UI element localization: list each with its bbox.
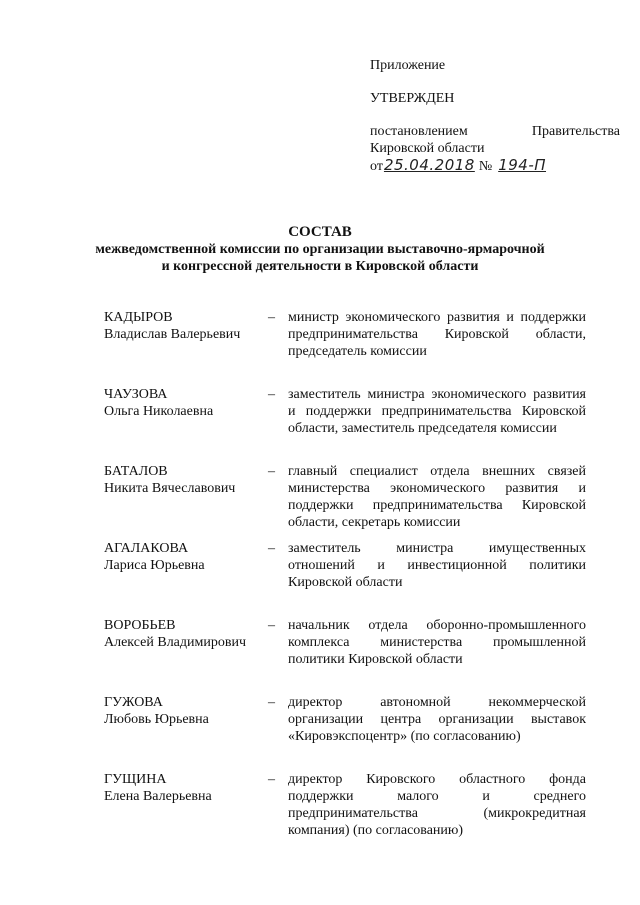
basis-word: постановлением	[370, 124, 468, 139]
handwritten-date: 25.04.2018	[383, 156, 475, 174]
member-entry	[104, 463, 588, 540]
number-sign: №	[478, 159, 493, 174]
member-given-name: Любовь Юрьевна	[104, 712, 209, 727]
member-entry	[104, 617, 588, 694]
approval-block	[370, 57, 620, 175]
member-name	[104, 617, 264, 651]
member-name	[104, 540, 264, 574]
member-surname: ГУЖОВА	[104, 695, 163, 710]
member-role: директор автономной некоммерческой организации центра организации выставок «Кировэкспоцентр» (по согласованию)	[288, 695, 586, 744]
member-surname: БАТАЛОВ	[104, 464, 168, 479]
member-dash: –	[268, 541, 275, 556]
member-entry	[104, 540, 588, 617]
document-title-block	[0, 224, 640, 275]
member-given-name: Никита Вячеславович	[104, 481, 236, 496]
date-number-line	[370, 157, 620, 175]
member-dash: –	[268, 310, 275, 325]
member-given-name: Ольга Николаевна	[104, 404, 214, 419]
member-dash: –	[268, 464, 275, 479]
document-subtitle-line-2: и конгрессной деятельности в Кировской области	[161, 259, 479, 274]
member-given-name: Владислав Валерьевич	[104, 327, 241, 342]
member-name	[104, 694, 264, 728]
member-given-name: Алексей Владимирович	[104, 635, 247, 650]
member-name	[104, 771, 264, 805]
member-role: заместитель министра имущественных отношений и инвестиционной политики Кировской области	[288, 541, 586, 590]
approved-label: УТВЕРЖДЕН	[370, 91, 455, 106]
basis-org: Правительства	[531, 124, 620, 139]
member-entry	[104, 386, 588, 463]
document-subtitle-line-1: межведомственной комиссии по организации выставочно-ярмарочной	[95, 242, 545, 257]
member-entry	[104, 771, 588, 848]
member-surname: КАДЫРОВ	[104, 310, 173, 325]
member-role: главный специалист отдела внешних связей министерства экономического развития и поддержки предпринимательства Кировской области, секретарь комиссии	[288, 464, 586, 530]
member-dash: –	[268, 387, 275, 402]
member-surname: ЧАУЗОВА	[104, 387, 168, 402]
region-label: Кировской области	[370, 141, 485, 156]
appendix-label: Приложение	[370, 58, 446, 73]
member-dash: –	[268, 772, 275, 787]
member-dash: –	[268, 695, 275, 710]
member-name	[104, 309, 264, 343]
member-given-name: Лариса Юрьевна	[104, 558, 205, 573]
member-entry	[104, 309, 588, 386]
member-surname: АГАЛАКОВА	[104, 541, 189, 556]
member-role: министр экономического развития и поддержки предпринимательства Кировской области, председатель комиссии	[288, 310, 586, 359]
member-dash: –	[268, 618, 275, 633]
member-surname: ГУЩИНА	[104, 772, 167, 787]
member-surname: ВОРОБЬЕВ	[104, 618, 176, 633]
member-name	[104, 386, 264, 420]
document-title: СОСТАВ	[288, 224, 352, 240]
member-given-name: Елена Валерьевна	[104, 789, 212, 804]
member-role: заместитель министра экономического развития и поддержки предпринимательства Кировской области, заместитель председателя комиссии	[288, 387, 586, 436]
members-list	[104, 309, 588, 848]
member-role: начальник отдела оборонно-промышленного комплекса министерства промышленной политики Кировской области	[288, 618, 586, 667]
member-name	[104, 463, 264, 497]
handwritten-number: 194-П	[498, 156, 547, 174]
basis-line	[370, 123, 620, 140]
member-role: директор Кировского областного фонда поддержки малого и среднего предпринимательства (микрокредитная компания) (по согласованию)	[288, 772, 586, 838]
date-prefix: от	[370, 159, 383, 174]
member-entry	[104, 694, 588, 771]
